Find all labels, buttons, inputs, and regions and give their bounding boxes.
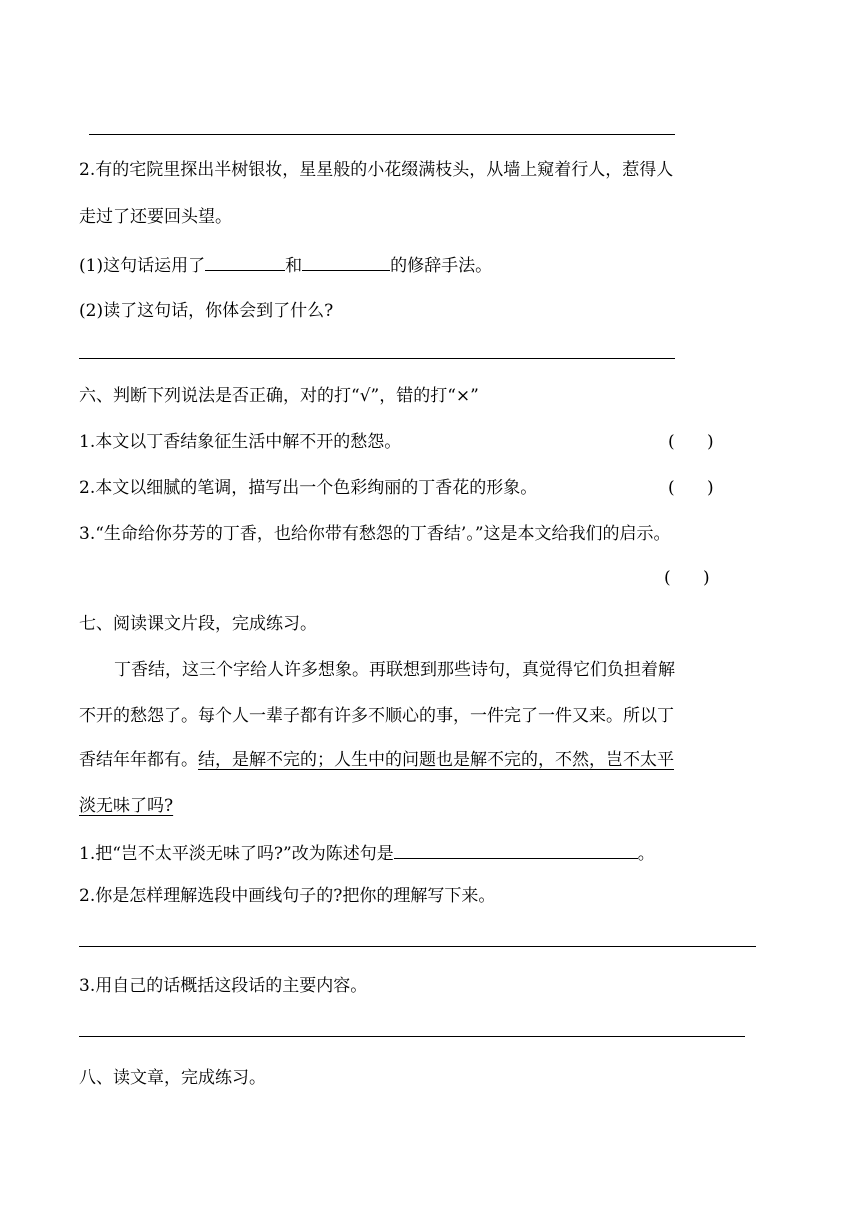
question-text: 2.有的宅院里探出半树银妆，星星般的小花缀满枝头，从墙上窥着行人，惹得人: [79, 160, 674, 180]
passage-text: 丁香结，这三个字给人许多想象。再联想到那些诗句，真觉得它们负担着解: [114, 660, 675, 680]
passage-plain: 香结年年都有。: [79, 750, 198, 770]
sub-question-text: 的修辞手法。: [390, 256, 493, 276]
underlined-sentence: 淡无味了吗?: [79, 796, 174, 816]
question-text: [79, 840, 655, 866]
answer-parentheses[interactable]: ( ): [664, 568, 710, 588]
underlined-sentence: 结，是解不完的；人生中的问题也是解不完的，不然，岂不太平: [198, 750, 674, 770]
question-prompt: 1.把“岂不太平淡无味了吗?”改为陈述句是: [79, 844, 394, 864]
answer-blank[interactable]: [302, 252, 390, 271]
section-heading: 八、读文章，完成练习。: [79, 1068, 266, 1088]
answer-parentheses[interactable]: ( ): [668, 432, 714, 452]
sub-question-text: 和: [285, 256, 303, 276]
answer-line[interactable]: [89, 134, 675, 135]
answer-line[interactable]: [79, 946, 756, 947]
question-text: 2.本文以细腻的笔调，描写出一个色彩绚丽的丁香花的形象。: [79, 478, 538, 498]
answer-blank[interactable]: [205, 252, 285, 271]
sub-question-text: (1)这句话运用了: [79, 256, 206, 276]
passage-text: 不开的愁怨了。每个人一辈子都有许多不顺心的事，一件完了一件又来。所以丁: [79, 706, 674, 726]
question-text: 3.“生命给你芬芳的丁香，也给你带有愁怨的丁香结’。”这是本文给我们的启示。: [79, 524, 671, 544]
question-text: 1.本文以丁香结象征生活中解不开的愁怨。: [79, 432, 402, 452]
answer-parentheses[interactable]: ( ): [668, 478, 714, 498]
question-text: 2.你是怎样理解选段中画线句子的?把你的理解写下来。: [79, 886, 496, 906]
answer-line[interactable]: [79, 358, 675, 359]
question-text: 3.用自己的话概括这段话的主要内容。: [79, 976, 368, 996]
question-text: 走过了还要回头望。: [79, 207, 232, 227]
section-heading: 七、阅读课文片段，完成练习。: [79, 614, 317, 634]
passage-text: [79, 794, 173, 818]
sub-question: (2)读了这句话，你体会到了什么?: [79, 301, 334, 321]
question-prompt: 。: [637, 844, 655, 864]
answer-line[interactable]: [79, 1036, 745, 1037]
answer-blank[interactable]: [394, 840, 638, 859]
passage-text: [79, 748, 674, 772]
sub-question: [79, 252, 492, 278]
section-heading: 六、判断下列说法是否正确，对的打“√”，错的打“×”: [79, 386, 479, 406]
